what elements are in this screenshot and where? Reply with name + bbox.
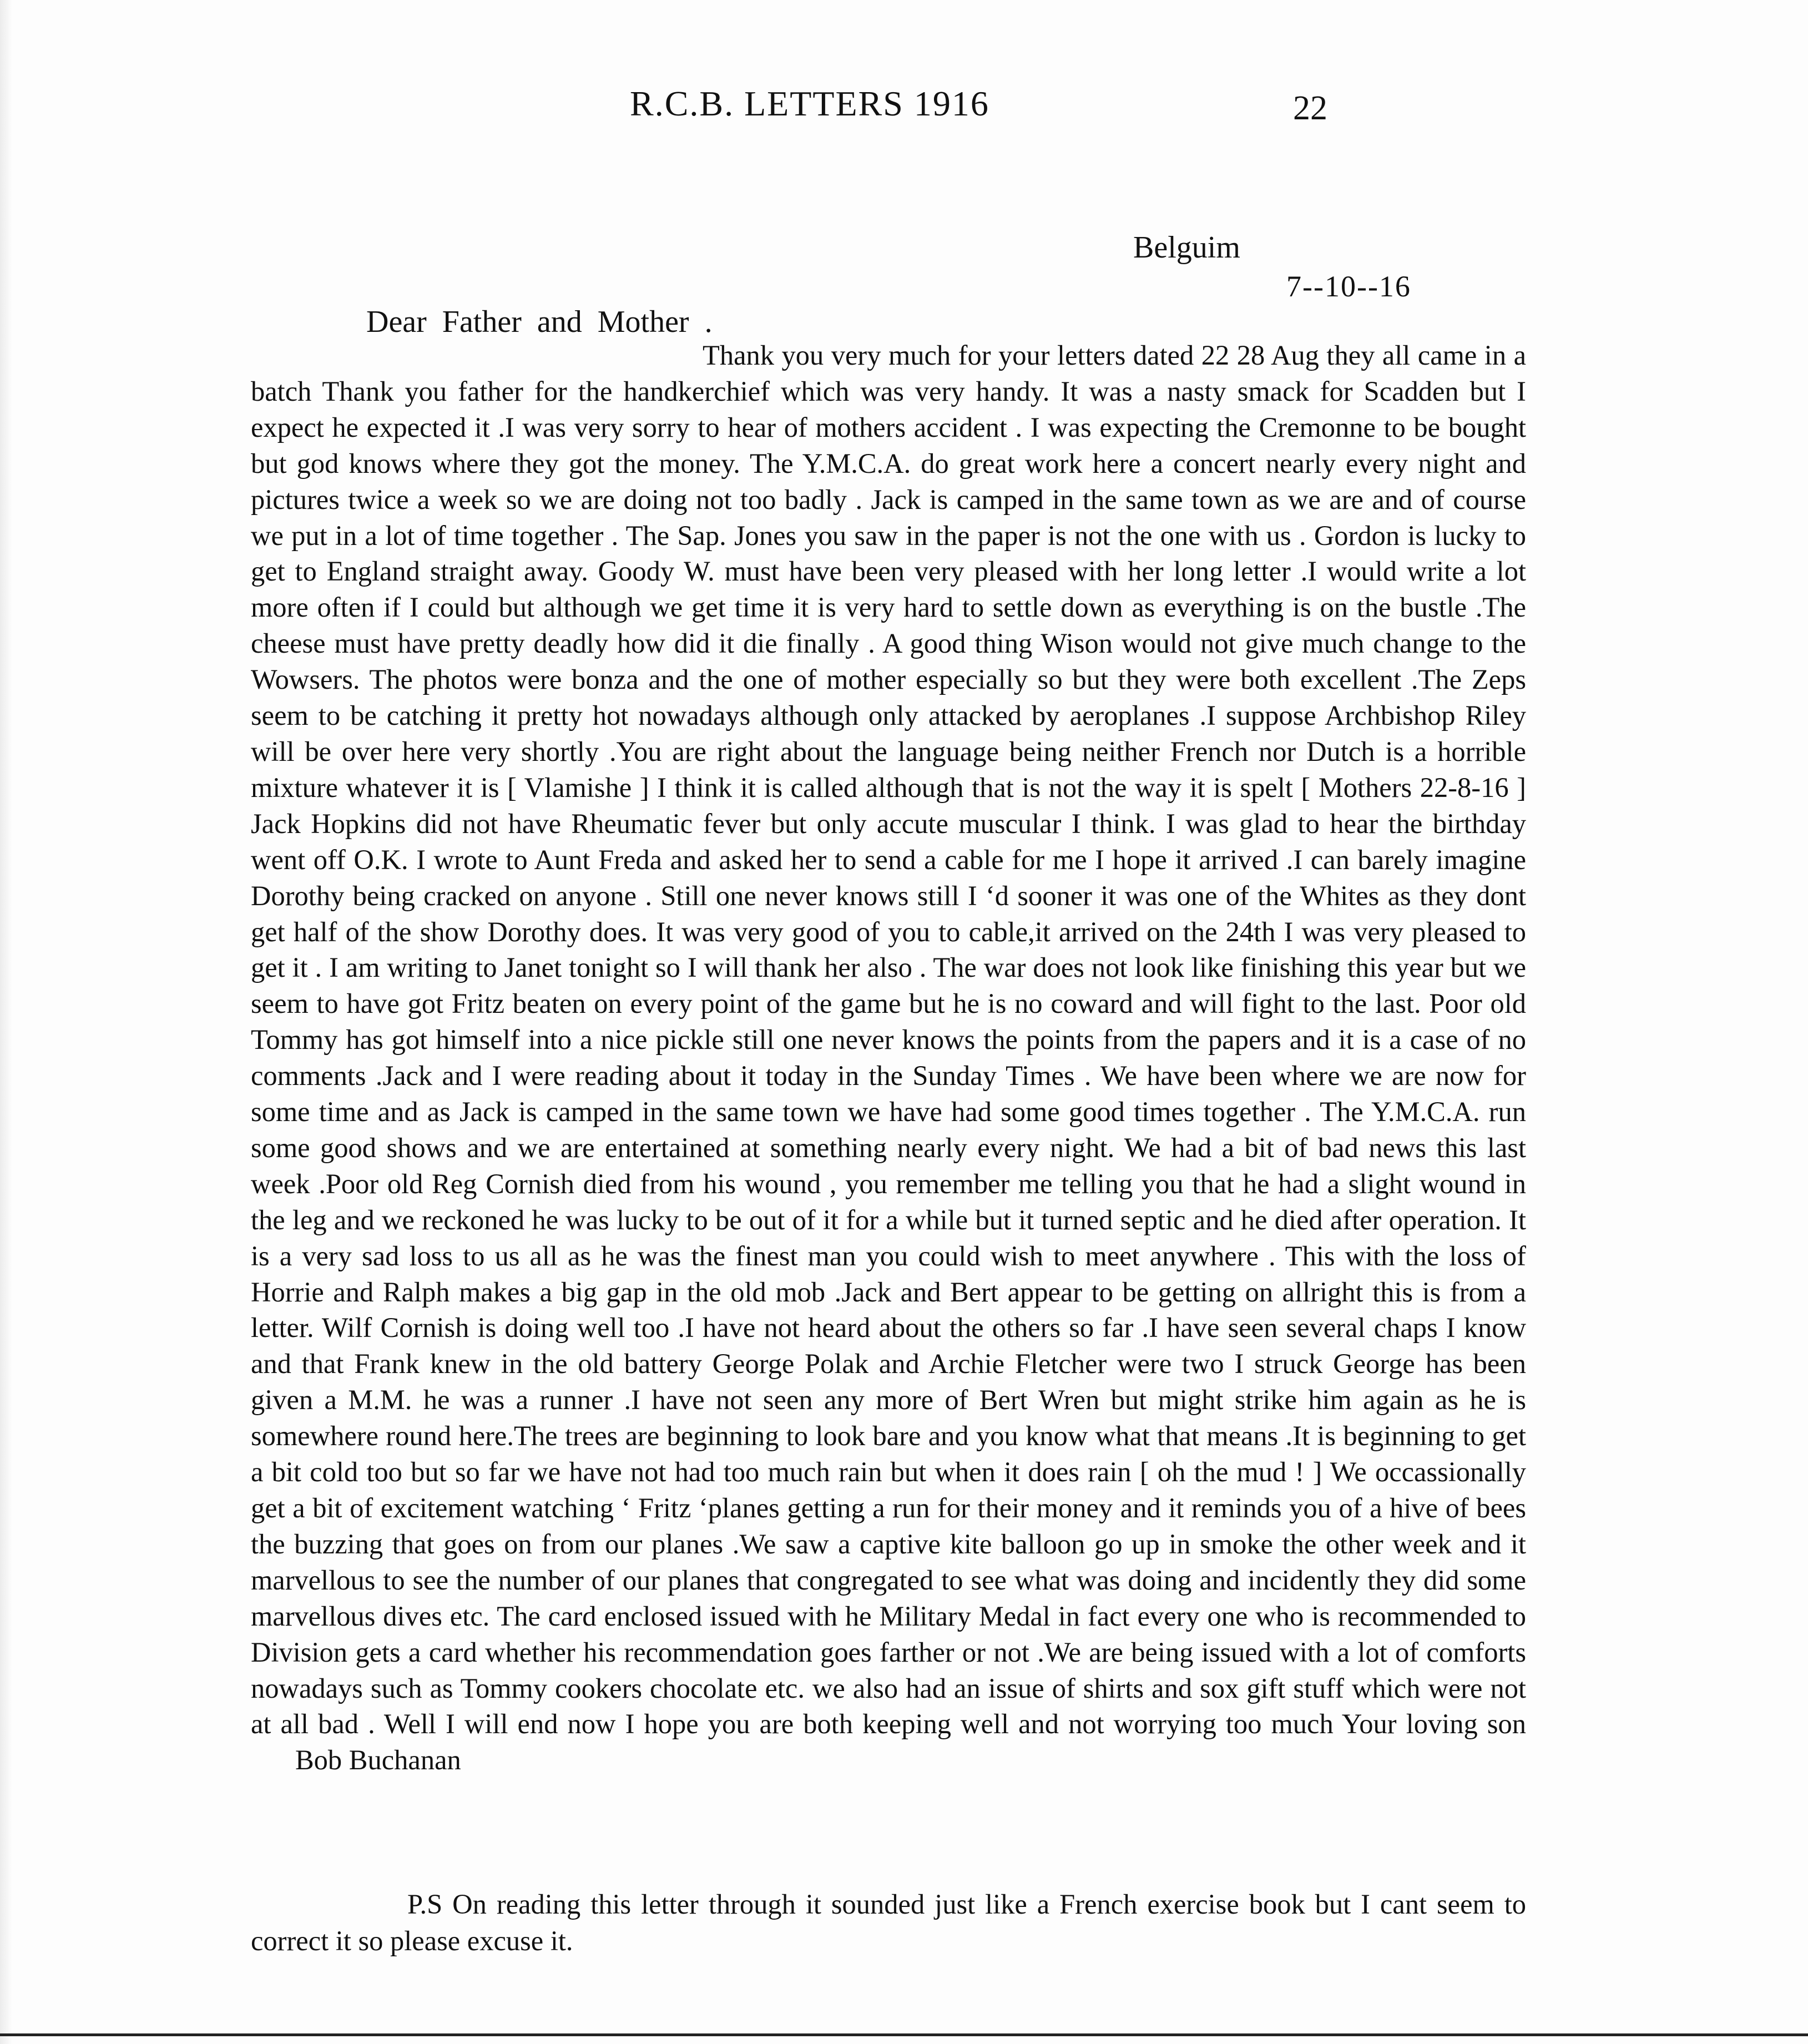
letter-place: Belguim [1133,230,1240,265]
header-title: R.C.B. LETTERS 1916 [630,84,989,123]
scan-bottom-line [0,2033,1808,2036]
letter-postscript: P.S On reading this letter through it sounded just like a French exercise book but I cant seem to correct it so please excuse it. [251,1889,1526,1956]
letter-body [251,337,1526,1778]
letter-date: 7--10--16 [1286,270,1411,303]
letter-salutation: Dear Father and Mother . [366,305,713,339]
page-number: 22 [1293,89,1327,127]
letter-body-text: Thank you very much for your letters dated 22 28 Aug they all came in a batch Thank you father for the handkerchief which was very handy. It was a nasty smack for Scadden but I expect he expected it .I was very sorry to hear of mothers accident . I was expecting the Cremonne to be bought but god knows where they got the money. The Y.M.C.A. do great work here a concert nearly every night and pictures twice a week so we are doing not too badly . Jack is camped in the same town as we are and of course we put in a lot of time together . The Sap. Jones you saw in the paper is not the one with us . Gordon is lucky to get to England straight away. Goody W. must have been very pleased with her long letter .I would write a lot more often if I could but although we get time it is very hard to settle down as everything is on the bustle .The cheese must have pretty deadly how did it die finally . A good thing Wison would not give much change to the Wowsers. The photos were bonza and the one of mother especially so but they were both excellent .The Zeps seem to be catching it pretty hot nowadays although only attacked by aeroplanes .I suppose Archbishop Riley will be over here very shortly .You are right about the language being neither French nor Dutch is a horrible mixture whatever it is [ Vlamishe ] I think it is called although that is not the way it is spelt [ Mothers 22-8-16 ] Jack Hopkins did not have Rheumatic fever but only accute muscular I think. I was glad to hear the birthday went off O.K. I wrote to Aunt Freda and asked her to send a cable for me I hope it arrived .I can barely imagine Dorothy being cracked on anyone . Still one never knows still I ‘d sooner it was one of the Whites as they dont get half of the show Dorothy does. It was very good of you to cable,it arrived on the 24th I was very pleased to get it . I am writing to Janet tonight so I will thank her also . The war does not look like finishing this year but we seem to have got Fritz beaten on every point of the game but he is no coward and will fight to the last. Poor old Tommy has got himself into a nice pickle still one never knows the points from the papers and it is a case of no comments .Jack and I were reading about it today in the Sunday Times . We have been where we are now for some time and as Jack is camped in the same town we have had some good times together . The Y.M.C.A. run some good shows and we are entertained at something nearly every night. We had a bit of bad news this last week .Poor old Reg Cornish died from his wound , you remember me telling you that he had a slight wound in the leg and we reckoned he was lucky to be out of it for a while but it turned septic and he died after operation. It is a very sad loss to us all as he was the finest man you could wish to meet anywhere . This with the loss of Horrie and Ralph makes a big gap in the old mob .Jack and Bert appear to be getting on allright this is from a letter. Wilf Cornish is doing well too .I have not heard about the others so far .I have seen several chaps I know and that Frank knew in the old battery George Polak and Archie Fletcher were two I struck George has been given a M.M. he was a runner .I have not seen any more of Bert Wren but might strike him again as he is somewhere round here.The trees are beginning to look bare and you know what that means .It is beginning to get a bit cold too but so far we have not had too much rain but when it does rain [ oh the mud ! ] We occassionally get a bit of excitement watching ‘ Fritz ‘planes getting a run for their money and it reminds you of a hive of bees the buzzing that goes on from our planes .We saw a captive kite balloon go up in smoke the other week and it marvellous to see the number of our planes that congregated to see what was doing and incidently they did some marvellous dives etc. The card enclosed issued with he Military Medal in fact every one who is recommended to Division gets a card whether his recommendation goes farther or not .We are being issued with a lot of comforts nowadays such as Tommy cookers chocolate etc. we also had an issue of shirts and sox gift stuff which were not at all bad . Well I will end now I hope you are both keeping well and not worrying too much Your loving son [251,340,1526,1740]
letter-signature: Bob Buchanan [295,1744,461,1776]
scan-edge-shadow [0,0,12,2044]
